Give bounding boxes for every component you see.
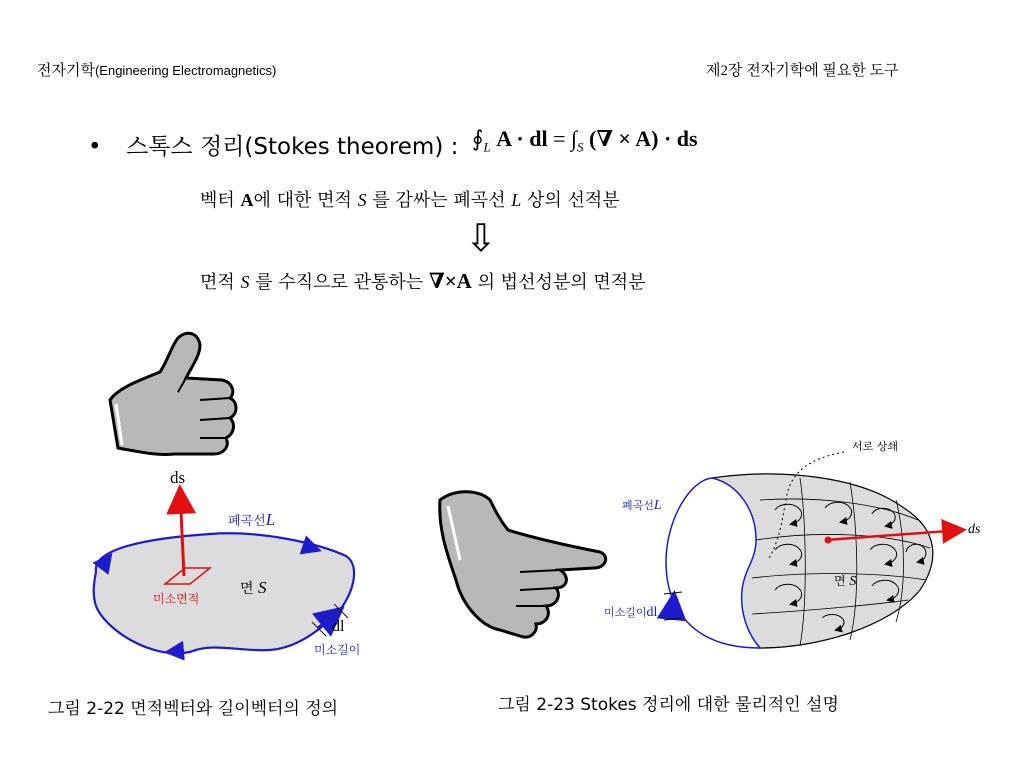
down-arrow-icon: ⇩ [465, 216, 497, 260]
line1-symbol-l: L [511, 190, 522, 210]
fig23-diagram [664, 452, 962, 648]
fig23-area-text: 면 [834, 574, 846, 588]
thumbs-up-hand-icon [110, 333, 236, 454]
line2-curl-a: ∇×A [428, 269, 472, 293]
formula-equals: = [553, 126, 566, 151]
fig22-area-label [240, 578, 266, 598]
stokes-heading-label: 스톡스 정리(Stokes theorem) : [126, 134, 459, 160]
pointing-hand-icon [440, 492, 606, 637]
bullet-symbol: • [88, 134, 102, 160]
formula-surface-sub: S [577, 139, 584, 155]
line1-symbol-s: S [357, 190, 367, 210]
fig22-contour-arrow-bottom [168, 651, 180, 652]
fig23-curve-label [622, 497, 662, 514]
fig23-dl-tick-2 [664, 618, 682, 620]
fig22-diagram [94, 490, 354, 653]
fig22-area-symbol: S [257, 578, 267, 597]
fig23-dl-label: dl [646, 605, 658, 620]
fig23-contour [666, 478, 760, 648]
formula-lhs-body: A · dl [496, 126, 548, 151]
fig22-curve-text: 폐곡선 [228, 514, 266, 529]
header-chapter-title: 제2장 전자기학에 필요한 도구 [706, 63, 899, 79]
fig22-dl-label: dl [332, 618, 345, 635]
line2-text-b: 를 수직으로 관통하는 [249, 272, 429, 293]
header-course-korean: 전자기학 [37, 61, 95, 79]
fig23-small-length-label [604, 604, 657, 621]
fig22-curve-label [228, 510, 275, 530]
line1-text-a: 벡터 [200, 190, 241, 211]
header-course-english: (Engineering Electromagnetics) [94, 63, 277, 78]
line1-text-c: 를 감싸는 폐곡선 [366, 190, 512, 211]
line2-text-c: 의 법선성분의 면적분 [471, 272, 646, 293]
fig23-cancel-label: 서로 상쇄 [852, 440, 899, 453]
formula-contour-integral: ∮ [472, 126, 484, 151]
fig23-area-symbol: S [849, 574, 857, 589]
fig22-surface [94, 533, 354, 653]
formula-surface-integral: ∫ [570, 126, 578, 151]
fig22-small-length-label: 미소길이 [314, 643, 361, 657]
fig22-small-area-label: 미소면적 [153, 592, 200, 606]
line1-text-d: 상의 선적분 [521, 190, 620, 211]
line2-symbol-s: S [240, 272, 250, 292]
fig23-curve-symbol: L [653, 498, 662, 513]
fig23-small-length-text: 미소길이 [604, 606, 647, 619]
fig22-caption: 그림 2-22 면적벡터와 길이벡터의 정의 [48, 699, 339, 719]
formula-rhs-body: (∇ × A) · ds [589, 126, 698, 151]
formula-contour-sub: L [483, 139, 491, 155]
fig23-curve-text: 폐곡선 [622, 499, 654, 512]
fig22-ds-label: ds [170, 468, 186, 487]
fig23-ds-origin [825, 537, 832, 544]
line1-text-b: 에 대한 면적 [253, 190, 358, 211]
fig22-area-text: 면 [240, 581, 254, 597]
line1-vector-a: A [240, 190, 254, 210]
fig23-caption: 그림 2-23 Stokes 정리에 대한 물리적인 설명 [498, 695, 839, 715]
fig23-dl-vector [672, 596, 674, 616]
fig22-curve-symbol: L [265, 510, 276, 529]
fig23-ds-label: ds [968, 522, 981, 537]
line2-text-a: 면적 [200, 272, 241, 293]
fig23-area-label [834, 572, 856, 590]
